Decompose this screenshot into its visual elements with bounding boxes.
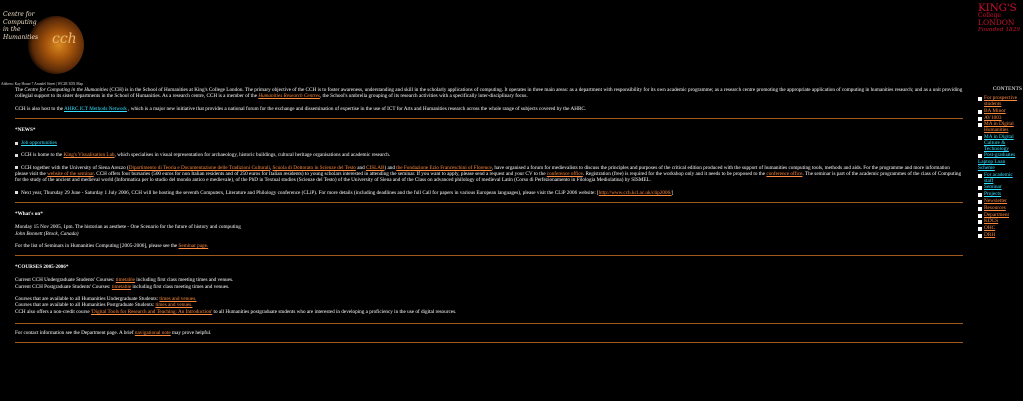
course-text: to all Humanities postgraduate students who are interested in developing a proficiency in the use of digital resources. <box>212 308 457 315</box>
whatson-heading: *What's on* <box>15 210 43 217</box>
seminar-website-link[interactable]: website of the seminar <box>47 171 94 178</box>
square-bullet-icon <box>978 186 982 190</box>
digital-tools-link[interactable]: 'Digital Tools for Research and Teaching: An Introduction' <box>90 308 213 315</box>
kings-line1: KING'S <box>978 2 1017 14</box>
toc-link[interactable]: OHC <box>984 225 996 232</box>
news-item-siena <box>15 165 963 184</box>
news-text: . CCH offers four bursaries (500 euros for non Italian residents and of 250 euros for Italian residents) to young scholars interested in attending the seminar. If you want to apply, please send a request and your CV to the <box>93 171 547 178</box>
toc-link[interactable]: Seminar <box>984 184 1002 191</box>
news-text: , have organised a forum for medievalists to discuss the principles and purposes of the critical edition produced with the support of humanities computing tools, methods and aids. For the programme and more information please visit the <box>15 164 950 178</box>
square-bullet-icon <box>978 117 982 121</box>
whatson-event: Monday 15 Nov 2005, 1pm. The historian as aesthete - One Scenario for the future of history and computing <box>15 224 241 231</box>
news-text: CCH is home to the <box>21 152 64 159</box>
square-bullet-icon <box>978 227 982 231</box>
toc-laptop-loan-link[interactable]: Laptop Loan Scheme <box>978 159 1006 172</box>
logo-mark: cch <box>52 31 77 47</box>
course-text: Current CCH Postgraduate Students' Courses: <box>15 283 112 290</box>
news-text: . Registration (free) is required for the workshop only and it needs to be proposed to the <box>582 171 767 178</box>
intro-paragraph-1 <box>15 87 963 100</box>
toc-link[interactable]: MA in Digital Humanities <box>984 121 1014 134</box>
toc-link[interactable]: Post-graduates <box>984 152 1016 159</box>
contents-plain <box>978 160 1022 172</box>
kings-founded: Founded 1829 <box>978 27 1021 33</box>
ahrc-methods-network-link[interactable]: AHRC ICT Methods Network <box>64 105 127 112</box>
humanities-research-centres-link[interactable]: Humanities Research Centres <box>258 93 320 100</box>
ug-timetable-link[interactable]: timetable <box>115 277 135 284</box>
intro-text: , which is a major new initiative that provides a national forum for the exchange and dissemination of expertise in the use of ICT for Arts and Humanities research across the whole range of subjects covered by the AHRC. <box>126 105 587 112</box>
course-pg <box>15 284 963 290</box>
news-heading: *NEWS* <box>15 126 36 133</box>
kings-line3: LONDON <box>978 18 1015 27</box>
square-bullet-icon <box>978 193 982 197</box>
toc-link[interactable]: For prospective students <box>984 95 1018 108</box>
conference-office-link-2[interactable]: conference office <box>766 171 803 178</box>
course-text: Current CCH Undergraduate Students' Courses: <box>15 277 116 284</box>
square-bullet-icon <box>978 154 982 158</box>
main-content <box>15 87 963 348</box>
news-item-clip <box>15 190 963 196</box>
toc-item[interactable] <box>978 206 1022 212</box>
whatson-speaker: John Bonnett (Brock, Canada) <box>15 230 79 237</box>
contact-text: For contact information see the Department page. A brief <box>15 329 135 336</box>
toc-item[interactable] <box>978 199 1022 205</box>
pg-timetable-link[interactable]: timetable <box>111 283 132 290</box>
square-bullet-icon <box>978 214 982 218</box>
course-text: CCH also offers a non-credit course <box>15 308 91 315</box>
bullet-icon <box>15 154 18 157</box>
seminar-page-link[interactable]: Seminar page. <box>178 242 209 249</box>
contact-line <box>15 330 963 336</box>
contents-heading: CONTENTS <box>992 86 1022 92</box>
intro-text: The <box>15 87 25 93</box>
news-text: , which specialises in visual representation for archaeology, historic buildings, cultural heritage organisations and academic research. <box>114 152 391 159</box>
address-text: Address: Kay House 7 Arundel Street | WC2R 3DX Map <box>1 82 84 86</box>
toc-link[interactable]: MA in Digital Culture & Technology <box>984 134 1014 152</box>
square-bullet-icon <box>978 136 982 140</box>
fondazione-link[interactable]: the Fondazione Ezio Franceschini of Florence <box>396 164 492 171</box>
whatson-text: For the list of Seminars in Humanities Computing [2005-2006], please see the <box>15 242 179 249</box>
toc-link[interactable]: KDCS <box>984 218 999 225</box>
toc-link[interactable]: AV1003 <box>984 114 1002 121</box>
kings-line2: College <box>978 12 1001 19</box>
square-bullet-icon <box>978 200 982 204</box>
toc-item[interactable] <box>978 96 1022 108</box>
bullet-icon <box>15 191 18 194</box>
divider <box>15 202 963 203</box>
square-bullet-icon <box>978 97 982 101</box>
news-text: Next year, Thursday 29 June - Saturday 1 July 2006, CCH will be hosting the seventh Computers, Literature and Philology conference (CLiP). For more details (including deadlines and the full Call for papers in various European languages), please visit the CLiP 2006 website: [ <box>21 189 599 196</box>
visualisation-lab-link[interactable]: King's Visualisation Lab <box>63 152 115 159</box>
news-text: and <box>355 164 366 171</box>
course-text: including first class meeting times and venues. <box>131 283 230 290</box>
square-bullet-icon <box>978 207 982 211</box>
toc-item[interactable] <box>978 122 1022 134</box>
news-text: , <box>269 164 273 171</box>
courses-heading: *COURSES 2005-2006* <box>15 264 69 271</box>
square-bullet-icon <box>978 174 982 178</box>
toc-item[interactable] <box>978 109 1022 115</box>
news-text: ] <box>671 189 674 196</box>
news-text: . The seminar is part of the academic programmes of the class of Computing for the study of the ancient and medieval world (Informatica per lo studio del mondo antico e medievale), of the PhD in Textual studies (Scienze del Testo) of the University of Siena and of the Class on advanced philology of medieval Latin (Corso di Perfezionamento in Filologia Mediolatina) by SISMEL. <box>15 171 962 184</box>
cch-logo[interactable] <box>0 0 88 74</box>
toc-item[interactable] <box>978 135 1022 152</box>
cislab-link[interactable]: CISLAB <box>366 164 385 171</box>
square-bullet-icon <box>978 220 982 224</box>
square-bullet-icon <box>978 234 982 238</box>
toc-link[interactable]: Projects <box>984 191 1002 198</box>
divider <box>15 118 963 119</box>
divider <box>15 323 963 324</box>
square-bullet-icon <box>978 110 982 114</box>
conference-office-link[interactable]: conference office <box>546 171 583 178</box>
toc-item[interactable] <box>978 173 1022 185</box>
contents-group-2 <box>978 173 1022 239</box>
toc-link[interactable]: BA Minor <box>984 107 1006 114</box>
intro-paragraph-2 <box>15 106 963 112</box>
news-item-visualisation <box>15 152 963 158</box>
clip2006-link[interactable]: http://www.cch.kcl.ac.uk/clip2006/ <box>598 189 672 196</box>
intro-text: , the School's umbrella grouping of its research activities with a specifically inter-disciplinary focus. <box>319 93 528 100</box>
bullet-icon <box>15 142 18 145</box>
course-digital-tools <box>15 309 963 315</box>
hum-ug-times-link[interactable]: times and venues. <box>159 296 197 303</box>
kings-college-logo[interactable] <box>978 3 1021 33</box>
hum-pg-times-link[interactable]: times and venues. <box>155 302 193 309</box>
toc-link[interactable]: Department <box>984 211 1010 218</box>
contents-sidebar <box>978 86 1022 240</box>
contact-text: may prove helpful. <box>170 329 212 336</box>
course-text: Courses that are available to all Humanities Postgraduate Students: <box>15 302 156 309</box>
intro-text: (CCH) is in the School of Humanities at King's College London. The primary objective of the CCH is to foster awareness, understanding and skill in the scholarly applications of computing. It operates in three main areas: as a department with responsibility for its own academic programme; as a research centre promoting the appropriate application of computing in humanities research; and as a unit providing collegial support to its sister departments in the School of Humanities. As a research centre, CCH is a member of the <box>15 87 963 100</box>
toc-link[interactable]: DRH <box>984 232 996 239</box>
toc-link[interactable]: For academic staff <box>984 171 1013 184</box>
toc-link[interactable]: Resources <box>984 204 1006 211</box>
navigational-note-link[interactable]: navigational note <box>134 329 171 336</box>
job-opportunities-link[interactable]: Job opportunities <box>21 140 57 147</box>
toc-link[interactable]: Newsletter <box>984 198 1007 205</box>
dipartimento-link[interactable]: Dipartimento di Teoria e Documentazione delle Tradizioni Culturali <box>128 164 270 171</box>
intro-text: CCH is also host to the <box>15 105 64 112</box>
divider <box>15 255 963 256</box>
course-text: Courses that are available to all Humanities Undergraduate Students: <box>15 296 160 303</box>
scuola-dottorato-link[interactable]: Scuola di Dottorato in Scienze del Testo <box>272 164 356 171</box>
news-item-jobs <box>15 140 963 146</box>
whatson-seminars <box>15 243 963 249</box>
intro-centre-name: Centre for Computing in the Humanities <box>24 87 109 93</box>
contents-group-1 <box>978 96 1022 159</box>
logo-text: Centre for Computing in the Humanities <box>3 11 39 41</box>
course-text: including first class meeting times and venues. <box>135 277 234 284</box>
news-text: ) and <box>384 164 397 171</box>
bullet-icon <box>15 166 18 169</box>
divider <box>15 342 963 343</box>
toc-item[interactable] <box>978 233 1022 239</box>
news-text: CCH together with the University of Siena Arezzo ( <box>21 164 129 171</box>
square-bullet-icon <box>978 123 982 127</box>
